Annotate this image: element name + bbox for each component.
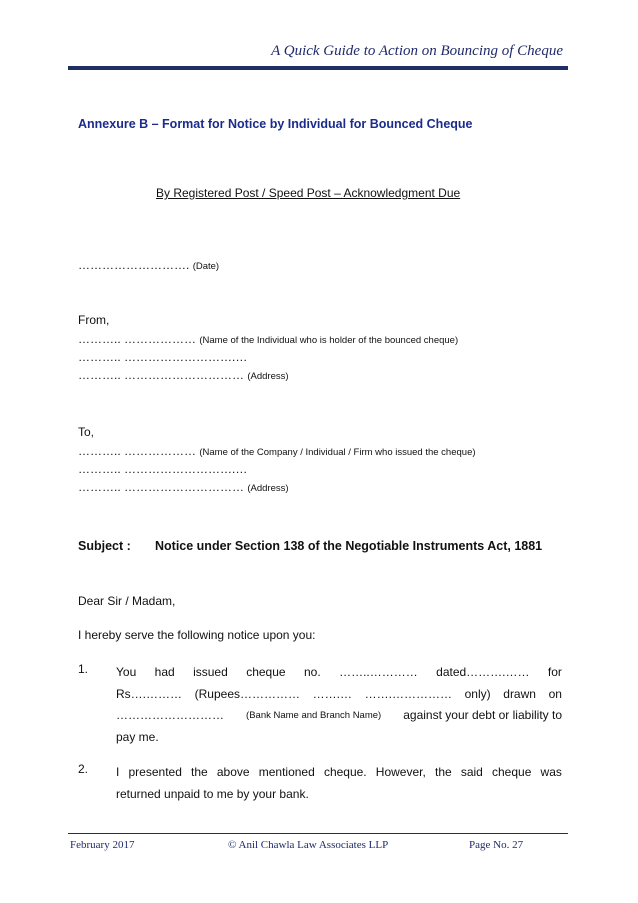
word: had (154, 665, 175, 679)
footer-page-number: Page No. 27 (469, 839, 524, 851)
from-line-2 (78, 350, 247, 364)
word: You (116, 665, 137, 679)
word: I (116, 765, 120, 779)
item-number: 2. (78, 762, 89, 776)
word: …….… (312, 686, 352, 701)
to-line-3-dots: ……….. ………………………… (78, 480, 245, 494)
from-line-3-dots: ……….. ………………………… (78, 368, 245, 382)
to-line-1-note: (Name of the Company / Individual / Firm who issued the cheque) (199, 447, 476, 458)
from-line-1-dots: ……….. ……………… (78, 332, 197, 346)
word: the (191, 765, 208, 779)
subject-label: Subject : (78, 539, 131, 553)
word: only) (464, 686, 491, 701)
word: Rs….……… (116, 686, 182, 701)
word: mentioned (258, 765, 315, 779)
bank-note: (Bank Name and Branch Name) (246, 710, 382, 721)
footer-date: February 2017 (70, 839, 135, 851)
word: ……..………… (339, 665, 418, 679)
from-line-1 (78, 332, 458, 346)
subject (78, 539, 543, 553)
item-2-row-1 (116, 762, 562, 784)
header-divider (68, 66, 568, 70)
item-1-row-3-text: against your debt or liability to (403, 708, 562, 722)
word: cheque. (323, 765, 367, 779)
word: was (540, 765, 562, 779)
to-line-3 (78, 480, 289, 494)
item-number: 1. (78, 662, 89, 676)
word: cheque (492, 765, 532, 779)
word: cheque (246, 665, 286, 679)
from-line-1-note: (Name of the Individual who is holder of the bounced cheque) (199, 335, 459, 346)
word: no. (303, 665, 321, 679)
word: …….…………… (364, 686, 452, 701)
from-line-2-dots: ……….. ……………………….… (78, 350, 248, 364)
word: presented (128, 765, 182, 779)
date-line (78, 258, 219, 272)
to-line-2 (78, 462, 247, 476)
word: said (460, 765, 483, 779)
subject-text: Notice under Section 138 of the Negotiable Instruments Act, 1881 (155, 539, 543, 553)
word: However, (375, 765, 426, 779)
word: above (216, 765, 250, 779)
to-line-1-dots: ……….. ……………… (78, 444, 197, 458)
header-title: A Quick Guide to Action on Bouncing of Cheque (271, 43, 563, 59)
word: drawn (503, 686, 536, 701)
word: dated……….…… (436, 665, 530, 679)
date-dots: ………………………. (78, 258, 190, 272)
footer-divider (68, 833, 568, 834)
item-1-row-2 (116, 684, 562, 706)
item-1-row-3 (116, 705, 562, 727)
word: on (548, 686, 562, 701)
date-note: (Date) (192, 261, 220, 272)
from-line-3-note: (Address) (247, 371, 289, 382)
bank-dots: ……………………… (116, 708, 224, 722)
from-label: From, (78, 313, 110, 327)
item-2-row-2: returned unpaid to me by your bank. (116, 786, 309, 801)
to-label: To, (78, 425, 95, 439)
from-line-3 (78, 368, 289, 382)
item-1-row-4: pay me. (116, 729, 159, 744)
word: (Rupees…………… (194, 686, 300, 701)
to-line-1 (78, 444, 476, 458)
to-line-2-dots: ……….. ……………………….… (78, 462, 248, 476)
word: the (434, 765, 452, 779)
delivery-mode: By Registered Post / Speed Post – Acknowledgment Due (156, 186, 461, 200)
to-line-3-note: (Address) (247, 483, 289, 494)
item-1-row-1 (116, 662, 562, 684)
intro-text: I hereby serve the following notice upon you: (78, 628, 316, 642)
salutation: Dear Sir / Madam, (78, 594, 176, 608)
footer-copyright: © Anil Chawla Law Associates LLP (228, 839, 389, 851)
word: for (547, 665, 562, 679)
annexure-title: Annexure B – Format for Notice by Individual for Bounced Cheque (78, 117, 473, 131)
word: issued (193, 665, 228, 679)
